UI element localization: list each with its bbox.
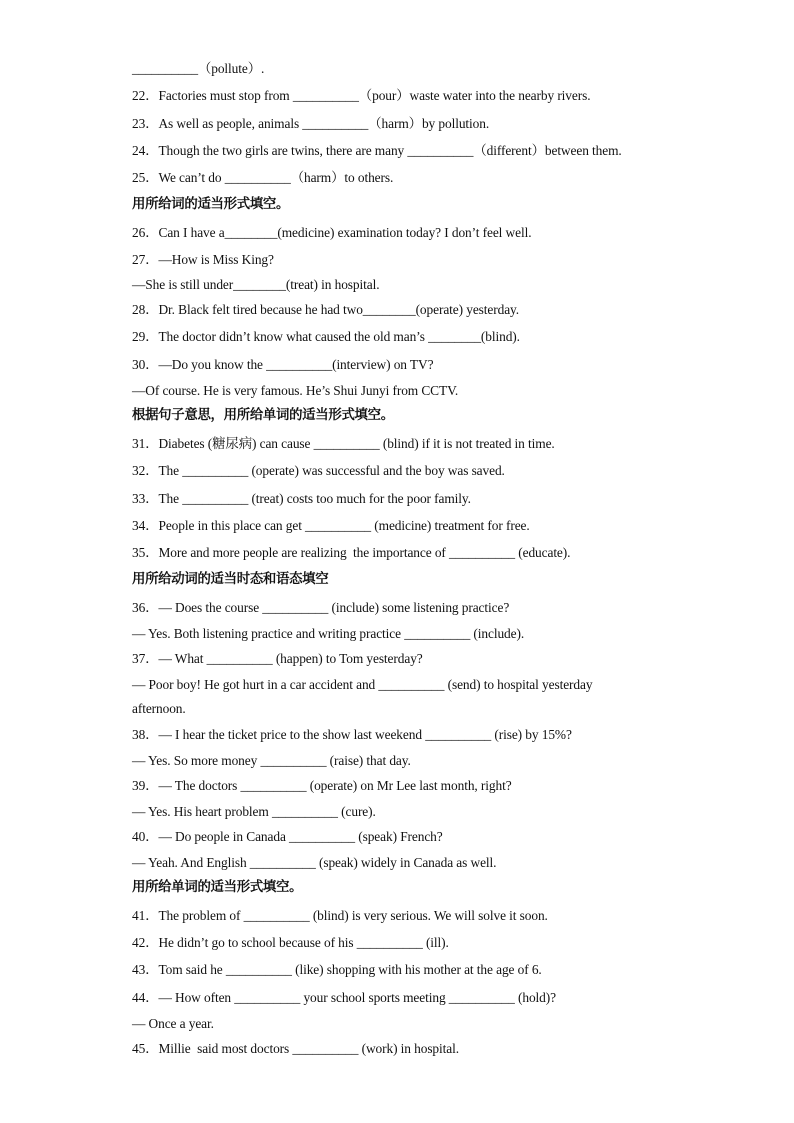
- question-38: 38．— I hear the ticket price to the show last weekend __________ (rise) by 15%?: [132, 727, 572, 742]
- question-44-reply: — Once a year.: [132, 1016, 214, 1031]
- section-heading: 根据句子意思，用所给单词的适当形式填空。: [132, 408, 394, 423]
- question-36: 36．— Does the course __________ (include) some listening practice?: [132, 600, 510, 615]
- question-28: 28．Dr. Black felt tired because he had two________(operate) yesterday.: [132, 302, 520, 317]
- question-32: 32．The __________ (operate) was successful and the boy was saved.: [132, 463, 505, 478]
- question-26: 26．Can I have a________(medicine) examination today? I don’t feel well.: [132, 225, 532, 240]
- question-44: 44．— How often __________ your school sports meeting __________ (hold)?: [132, 990, 556, 1005]
- section-heading: 用所给词的适当形式填空。: [132, 197, 290, 212]
- question-30-reply: —Of course. He is very famous. He’s Shui Junyi from CCTV.: [132, 383, 459, 398]
- question-40: 40．— Do people in Canada __________ (speak) French?: [132, 829, 443, 844]
- question-40-reply: — Yeah. And English __________ (speak) widely in Canada as well.: [132, 855, 497, 870]
- question-22: 22．Factories must stop from __________（pour）waste water into the nearby rivers.: [132, 88, 591, 103]
- question-39: 39．— The doctors __________ (operate) on Mr Lee last month, right?: [132, 778, 512, 793]
- question-30: 30．—Do you know the __________(interview) on TV?: [132, 357, 434, 372]
- question-35: 35．More and more people are realizing the importance of __________ (educate).: [132, 545, 571, 560]
- question-37: 37．— What __________ (happen) to Tom yesterday?: [132, 651, 423, 666]
- section-heading: 用所给动词的适当时态和语态填空: [132, 572, 329, 587]
- question-34: 34．People in this place can get __________ (medicine) treatment for free.: [132, 518, 530, 533]
- question-25: 25．We can’t do __________（harm）to others.: [132, 170, 394, 185]
- question-37-reply-cont: afternoon.: [132, 701, 186, 716]
- question-41: 41．The problem of __________ (blind) is very serious. We will solve it soon.: [132, 908, 548, 923]
- question-43: 43．Tom said he __________ (like) shopping with his mother at the age of 6.: [132, 962, 542, 977]
- question-39-reply: — Yes. His heart problem __________ (cure).: [132, 804, 376, 819]
- question-36-reply: — Yes. Both listening practice and writing practice __________ (include).: [132, 626, 525, 641]
- question-29: 29．The doctor didn’t know what caused the old man’s ________(blind).: [132, 329, 520, 344]
- question-q21-continuation: __________（pollute）.: [132, 61, 265, 76]
- question-42: 42．He didn’t go to school because of his __________ (ill).: [132, 935, 449, 950]
- question-24: 24．Though the two girls are twins, there are many __________（different）between them.: [132, 143, 622, 158]
- question-27: 27．—How is Miss King?: [132, 252, 274, 267]
- question-23: 23．As well as people, animals __________（harm）by pollution.: [132, 116, 490, 131]
- question-37-reply: — Poor boy! He got hurt in a car accident and __________ (send) to hospital yesterday: [132, 677, 593, 692]
- question-38-reply: — Yes. So more money __________ (raise) that day.: [132, 753, 411, 768]
- question-27-reply: —She is still under________(treat) in hospital.: [132, 277, 380, 292]
- question-31: 31．Diabetes (糖尿病) can cause __________ (blind) if it is not treated in time.: [132, 436, 555, 451]
- question-45: 45．Millie said most doctors __________ (work) in hospital.: [132, 1041, 459, 1056]
- question-33: 33．The __________ (treat) costs too much for the poor family.: [132, 491, 471, 506]
- section-heading: 用所给单词的适当形式填空。: [132, 880, 303, 895]
